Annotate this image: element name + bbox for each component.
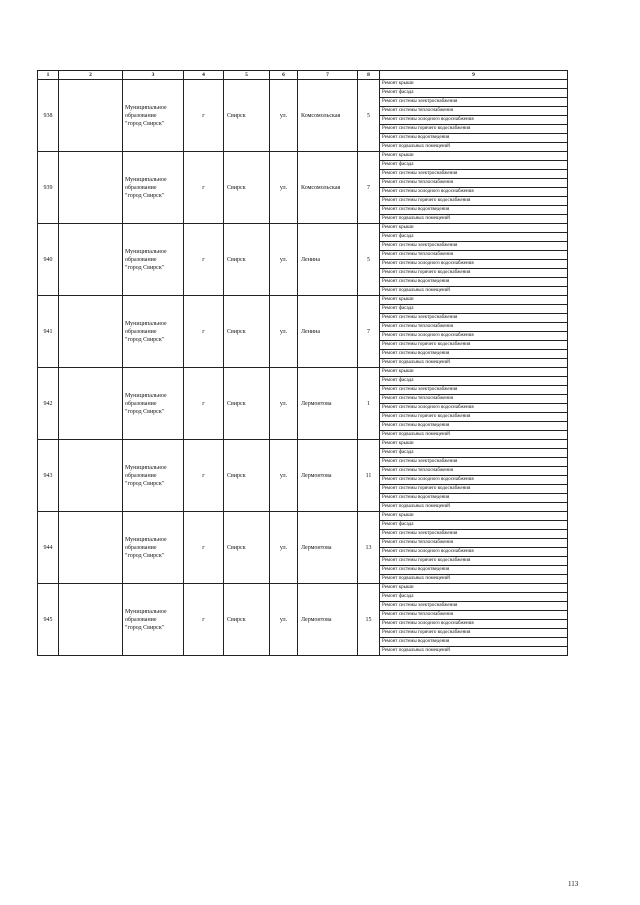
municipality-line: Муниципальное: [125, 608, 167, 615]
settlement-type-cell: г: [184, 152, 224, 224]
municipality-line: образование: [125, 328, 157, 335]
work-item: Ремонт крыши: [380, 80, 567, 89]
settlement-type-cell: г: [184, 224, 224, 296]
work-item: Ремонт системы электроснабжения: [380, 602, 567, 611]
work-item: Ремонт фасада: [380, 593, 567, 602]
municipality-cell: [123, 80, 184, 152]
column-2-cell: [59, 224, 123, 296]
municipality-cell: [123, 584, 184, 656]
work-item: Ремонт системы водоотведения: [380, 422, 567, 431]
municipality-cell: [123, 368, 184, 440]
city-cell: Свирск: [224, 440, 270, 512]
municipality-line: Муниципальное: [125, 392, 167, 399]
work-item: Ремонт системы горячего водоснабжения: [380, 125, 567, 134]
municipality-line: образование: [125, 256, 157, 263]
work-item: Ремонт фасада: [380, 233, 567, 242]
work-item: Ремонт системы теплоснабжения: [380, 179, 567, 188]
work-item: Ремонт системы электроснабжения: [380, 170, 567, 179]
settlement-type-cell: г: [184, 584, 224, 656]
municipality-cell: [123, 512, 184, 584]
work-item: Ремонт крыши: [380, 296, 567, 305]
city-cell: Свирск: [224, 512, 270, 584]
column-header-8: 8: [358, 71, 380, 80]
work-item: Ремонт системы горячего водоснабжения: [380, 557, 567, 566]
row-number: 945: [38, 584, 59, 656]
work-item: Ремонт системы холодного водоснабжения: [380, 404, 567, 413]
settlement-type-cell: г: [184, 512, 224, 584]
works-cell: [380, 80, 568, 152]
work-item: Ремонт крыши: [380, 224, 567, 233]
city-cell: Свирск: [224, 296, 270, 368]
street-cell: Ленина: [298, 224, 358, 296]
street-type-cell: ул.: [270, 440, 298, 512]
works-cell: [380, 512, 568, 584]
table-row: [38, 224, 568, 296]
work-item: Ремонт фасада: [380, 161, 567, 170]
work-item: Ремонт системы холодного водоснабжения: [380, 260, 567, 269]
city-cell: Свирск: [224, 368, 270, 440]
work-item: Ремонт фасада: [380, 89, 567, 98]
municipality-line: "город Свирск": [125, 120, 165, 127]
settlement-type-cell: г: [184, 440, 224, 512]
column-2-cell: [59, 512, 123, 584]
work-item: Ремонт системы холодного водоснабжения: [380, 332, 567, 341]
works-cell: [380, 440, 568, 512]
work-item: Ремонт системы водоотведения: [380, 278, 567, 287]
work-item: Ремонт подвальных помещений: [382, 648, 450, 653]
municipality-line: образование: [125, 400, 157, 407]
work-item: Ремонт фасада: [380, 305, 567, 314]
column-header-2: 2: [59, 71, 123, 80]
municipality-line: "город Свирск": [125, 624, 165, 631]
column-2-cell: [59, 584, 123, 656]
work-item: Ремонт подвальных помещений: [382, 432, 450, 437]
work-item: Ремонт системы горячего водоснабжения: [380, 269, 567, 278]
street-type-cell: ул.: [270, 296, 298, 368]
column-header-7: 7: [298, 71, 358, 80]
column-header-3: 3: [123, 71, 184, 80]
municipality-line: Муниципальное: [125, 464, 167, 471]
table-row: [38, 584, 568, 656]
municipality-line: Муниципальное: [125, 104, 167, 111]
work-item: Ремонт подвальных помещений: [382, 504, 450, 509]
municipality-line: "город Свирск": [125, 336, 165, 343]
municipality-line: "город Свирск": [125, 480, 165, 487]
table-row: [38, 296, 568, 368]
city-cell: Свирск: [224, 152, 270, 224]
work-item: Ремонт системы горячего водоснабжения: [380, 341, 567, 350]
work-item: Ремонт крыши: [380, 440, 567, 449]
work-item: Ремонт системы электроснабжения: [380, 458, 567, 467]
house-number-cell: 11: [358, 440, 380, 512]
street-cell: Лермонтова: [298, 512, 358, 584]
house-number-cell: 13: [358, 512, 380, 584]
work-item: Ремонт системы водоотведения: [380, 206, 567, 215]
street-type-cell: ул.: [270, 584, 298, 656]
work-item: Ремонт системы горячего водоснабжения: [380, 629, 567, 638]
work-item: Ремонт системы водоотведения: [380, 350, 567, 359]
work-item: Ремонт системы холодного водоснабжения: [380, 620, 567, 629]
municipality-cell: [123, 440, 184, 512]
table-row: [38, 368, 568, 440]
city-cell: Свирск: [224, 80, 270, 152]
municipality-line: Муниципальное: [125, 248, 167, 255]
works-cell: [380, 224, 568, 296]
work-item: Ремонт крыши: [380, 512, 567, 521]
street-cell: Лермонтова: [298, 368, 358, 440]
municipality-line: Муниципальное: [125, 536, 167, 543]
municipality-line: образование: [125, 544, 157, 551]
municipality-line: образование: [125, 616, 157, 623]
house-number-cell: 1: [358, 368, 380, 440]
page-number: 113: [568, 880, 579, 888]
work-item: Ремонт подвальных помещений: [382, 576, 450, 581]
registry-table: [37, 70, 568, 656]
house-number-cell: 5: [358, 80, 380, 152]
row-number: 938: [38, 80, 59, 152]
work-item: Ремонт системы горячего водоснабжения: [380, 485, 567, 494]
work-item: Ремонт системы электроснабжения: [380, 314, 567, 323]
street-cell: Ленина: [298, 296, 358, 368]
work-item: Ремонт системы горячего водоснабжения: [380, 413, 567, 422]
table-row: [38, 152, 568, 224]
work-item: Ремонт фасада: [380, 521, 567, 530]
work-item: Ремонт системы теплоснабжения: [380, 611, 567, 620]
city-cell: Свирск: [224, 584, 270, 656]
street-cell: Комсомольская: [298, 80, 358, 152]
row-number: 940: [38, 224, 59, 296]
work-item: Ремонт фасада: [380, 377, 567, 386]
street-type-cell: ул.: [270, 224, 298, 296]
column-2-cell: [59, 368, 123, 440]
work-item: Ремонт системы холодного водоснабжения: [380, 476, 567, 485]
work-item: Ремонт системы теплоснабжения: [380, 251, 567, 260]
work-item: Ремонт системы холодного водоснабжения: [380, 188, 567, 197]
municipality-line: Муниципальное: [125, 320, 167, 327]
header-row: [38, 71, 568, 80]
street-type-cell: ул.: [270, 512, 298, 584]
work-item: Ремонт системы теплоснабжения: [380, 395, 567, 404]
column-header-5: 5: [224, 71, 270, 80]
work-item: Ремонт системы водоотведения: [380, 566, 567, 575]
work-item: Ремонт системы теплоснабжения: [380, 467, 567, 476]
row-number: 944: [38, 512, 59, 584]
municipality-line: образование: [125, 112, 157, 119]
work-item: Ремонт системы водоотведения: [380, 494, 567, 503]
work-item: Ремонт системы теплоснабжения: [380, 107, 567, 116]
table-body: [38, 80, 568, 656]
column-header-6: 6: [270, 71, 298, 80]
row-number: 939: [38, 152, 59, 224]
work-item: Ремонт системы холодного водоснабжения: [380, 548, 567, 557]
municipality-line: Муниципальное: [125, 176, 167, 183]
work-item: Ремонт подвальных помещений: [382, 360, 450, 365]
table-row: [38, 440, 568, 512]
municipality-line: "город Свирск": [125, 192, 165, 199]
work-item: Ремонт крыши: [380, 584, 567, 593]
street-type-cell: ул.: [270, 80, 298, 152]
works-cell: [380, 296, 568, 368]
works-cell: [380, 152, 568, 224]
row-number: 941: [38, 296, 59, 368]
row-number: 942: [38, 368, 59, 440]
work-item: Ремонт крыши: [380, 152, 567, 161]
work-item: Ремонт подвальных помещений: [382, 144, 450, 149]
house-number-cell: 7: [358, 296, 380, 368]
municipality-line: образование: [125, 472, 157, 479]
work-item: Ремонт фасада: [380, 449, 567, 458]
work-item: Ремонт системы электроснабжения: [380, 98, 567, 107]
works-cell: [380, 368, 568, 440]
works-cell: [380, 584, 568, 656]
column-2-cell: [59, 440, 123, 512]
column-header-9: 9: [380, 71, 568, 80]
table-row: [38, 80, 568, 152]
table-row: [38, 512, 568, 584]
work-item: Ремонт системы электроснабжения: [380, 530, 567, 539]
settlement-type-cell: г: [184, 80, 224, 152]
row-number: 943: [38, 440, 59, 512]
street-type-cell: ул.: [270, 152, 298, 224]
municipality-cell: [123, 296, 184, 368]
column-header-1: 1: [38, 71, 59, 80]
work-item: Ремонт крыши: [380, 368, 567, 377]
house-number-cell: 7: [358, 152, 380, 224]
municipality-cell: [123, 224, 184, 296]
municipality-line: "город Свирск": [125, 408, 165, 415]
work-item: Ремонт системы водоотведения: [380, 134, 567, 143]
settlement-type-cell: г: [184, 368, 224, 440]
column-2-cell: [59, 152, 123, 224]
work-item: Ремонт системы теплоснабжения: [380, 323, 567, 332]
house-number-cell: 5: [358, 224, 380, 296]
municipality-line: "город Свирск": [125, 264, 165, 271]
work-item: Ремонт системы электроснабжения: [380, 242, 567, 251]
street-cell: Комсомольская: [298, 152, 358, 224]
house-number-cell: 15: [358, 584, 380, 656]
work-item: Ремонт системы холодного водоснабжения: [380, 116, 567, 125]
municipality-cell: [123, 152, 184, 224]
street-cell: Лермонтова: [298, 584, 358, 656]
work-item: Ремонт подвальных помещений: [382, 216, 450, 221]
column-header-4: 4: [184, 71, 224, 80]
settlement-type-cell: г: [184, 296, 224, 368]
municipality-line: образование: [125, 184, 157, 191]
street-cell: Лермонтова: [298, 440, 358, 512]
work-item: Ремонт системы электроснабжения: [380, 386, 567, 395]
column-2-cell: [59, 296, 123, 368]
work-item: Ремонт подвальных помещений: [382, 288, 450, 293]
work-item: Ремонт системы теплоснабжения: [380, 539, 567, 548]
city-cell: Свирск: [224, 224, 270, 296]
work-item: Ремонт системы горячего водоснабжения: [380, 197, 567, 206]
work-item: Ремонт системы водоотведения: [380, 638, 567, 647]
column-2-cell: [59, 80, 123, 152]
municipality-line: "город Свирск": [125, 552, 165, 559]
street-type-cell: ул.: [270, 368, 298, 440]
